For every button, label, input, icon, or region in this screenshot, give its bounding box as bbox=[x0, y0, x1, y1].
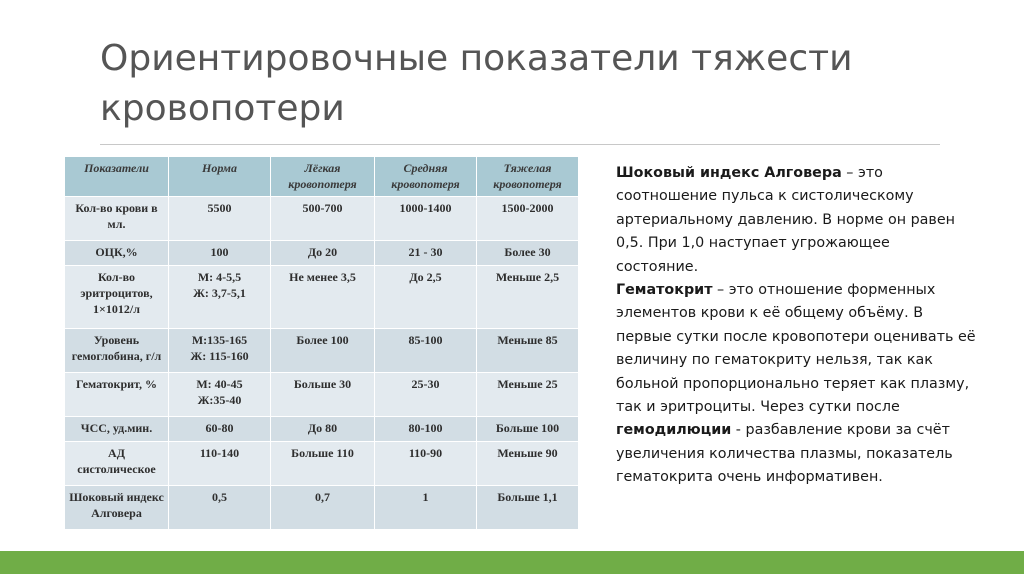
table-cell: М:135-165 Ж: 115-160 bbox=[169, 329, 271, 373]
table-cell: 500-700 bbox=[271, 197, 375, 241]
table-row-label: Шоковый индекс Алговера bbox=[65, 485, 169, 529]
table-row bbox=[65, 441, 579, 485]
table-cell: М: 4-5,5 Ж: 3,7-5,1 bbox=[169, 265, 271, 328]
table-cell: 110-140 bbox=[169, 441, 271, 485]
table-row bbox=[65, 197, 579, 241]
table-header-cell: Лёгкая кровопотеря bbox=[271, 157, 375, 197]
hematocrit-definition: – это отношение форменных элементов крови к её общему объёму. В первые сутки после кровопотери оценивать её величину по гематокриту нельзя, так как больной пропорционально теряет как плазму, так и эритроциты. Через сутки после bbox=[616, 282, 976, 416]
table-cell: Меньше 90 bbox=[477, 441, 579, 485]
hematocrit-term: Гематокрит bbox=[616, 282, 713, 299]
shock-index-term: Шоковый индекс Алговера bbox=[616, 165, 842, 181]
slide-title-line2: кровопотери bbox=[100, 88, 345, 129]
table-cell: 1500-2000 bbox=[477, 197, 579, 241]
table-row-label: АД систолическое bbox=[65, 441, 169, 485]
hemodilution-definition: - разбавление крови за счёт увеличения количества плазмы, показатель гематокрита очень информативен. bbox=[616, 422, 953, 486]
table-cell: 0,5 bbox=[169, 485, 271, 529]
table-cell: Не менее 3,5 bbox=[271, 265, 375, 328]
indicators-table bbox=[64, 156, 579, 530]
table-row bbox=[65, 417, 579, 442]
hematocrit-paragraph bbox=[616, 279, 976, 490]
table-cell: 1 bbox=[375, 485, 477, 529]
table-header-cell: Показатели bbox=[65, 157, 169, 197]
table-cell: До 20 bbox=[271, 241, 375, 266]
table-row bbox=[65, 485, 579, 529]
table-cell: 25-30 bbox=[375, 373, 477, 417]
table-row-label: Гематокрит, % bbox=[65, 373, 169, 417]
table-row-label: Уровень гемоглобина, г/л bbox=[65, 329, 169, 373]
shock-index-definition: – это соотношение пульса к систолическому артериальному давлению. В норме он равен 0,5. При 1,0 наступает угрожающее состояние. bbox=[616, 165, 955, 275]
table-cell: 80-100 bbox=[375, 417, 477, 442]
table-row-label: Кол-во эритроцитов, 1×1012/л bbox=[65, 265, 169, 328]
shock-index-paragraph bbox=[616, 162, 976, 279]
table-cell: 1000-1400 bbox=[375, 197, 477, 241]
table-row bbox=[65, 329, 579, 373]
table-header-row bbox=[65, 157, 579, 197]
explanation-text bbox=[616, 162, 976, 490]
table-cell: Больше 30 bbox=[271, 373, 375, 417]
table-cell: Более 100 bbox=[271, 329, 375, 373]
table-body bbox=[65, 197, 579, 530]
table-cell: До 2,5 bbox=[375, 265, 477, 328]
table-row-label: ОЦК,% bbox=[65, 241, 169, 266]
table-row bbox=[65, 373, 579, 417]
table-header-cell: Норма bbox=[169, 157, 271, 197]
table-cell: 0,7 bbox=[271, 485, 375, 529]
table-cell: Более 30 bbox=[477, 241, 579, 266]
table-cell: Больше 1,1 bbox=[477, 485, 579, 529]
table-cell: 110-90 bbox=[375, 441, 477, 485]
table-header-cell: Средняя кровопотеря bbox=[375, 157, 477, 197]
table-row bbox=[65, 265, 579, 328]
table-cell: 5500 bbox=[169, 197, 271, 241]
table-cell: Меньше 2,5 bbox=[477, 265, 579, 328]
table-cell: 85-100 bbox=[375, 329, 477, 373]
table-row-label: ЧСС, уд.мин. bbox=[65, 417, 169, 442]
table-row-label: Кол-во крови в мл. bbox=[65, 197, 169, 241]
slide-title bbox=[100, 34, 960, 134]
table-header-cell: Тяжелая кровопотеря bbox=[477, 157, 579, 197]
title-divider bbox=[100, 144, 940, 145]
table-cell: Меньше 85 bbox=[477, 329, 579, 373]
table-row bbox=[65, 241, 579, 266]
bottom-accent-bar bbox=[0, 551, 1024, 574]
table-cell: 100 bbox=[169, 241, 271, 266]
table-cell: М: 40-45 Ж:35-40 bbox=[169, 373, 271, 417]
table-cell: До 80 bbox=[271, 417, 375, 442]
table-cell: 60-80 bbox=[169, 417, 271, 442]
indicators-table-container bbox=[64, 156, 578, 530]
table-cell: Больше 100 bbox=[477, 417, 579, 442]
table-cell: 21 - 30 bbox=[375, 241, 477, 266]
slide-title-line1: Ориентировочные показатели тяжести bbox=[100, 38, 853, 79]
table-cell: Меньше 25 bbox=[477, 373, 579, 417]
table-cell: Больше 110 bbox=[271, 441, 375, 485]
hemodilution-term: гемодилюции bbox=[616, 422, 732, 439]
